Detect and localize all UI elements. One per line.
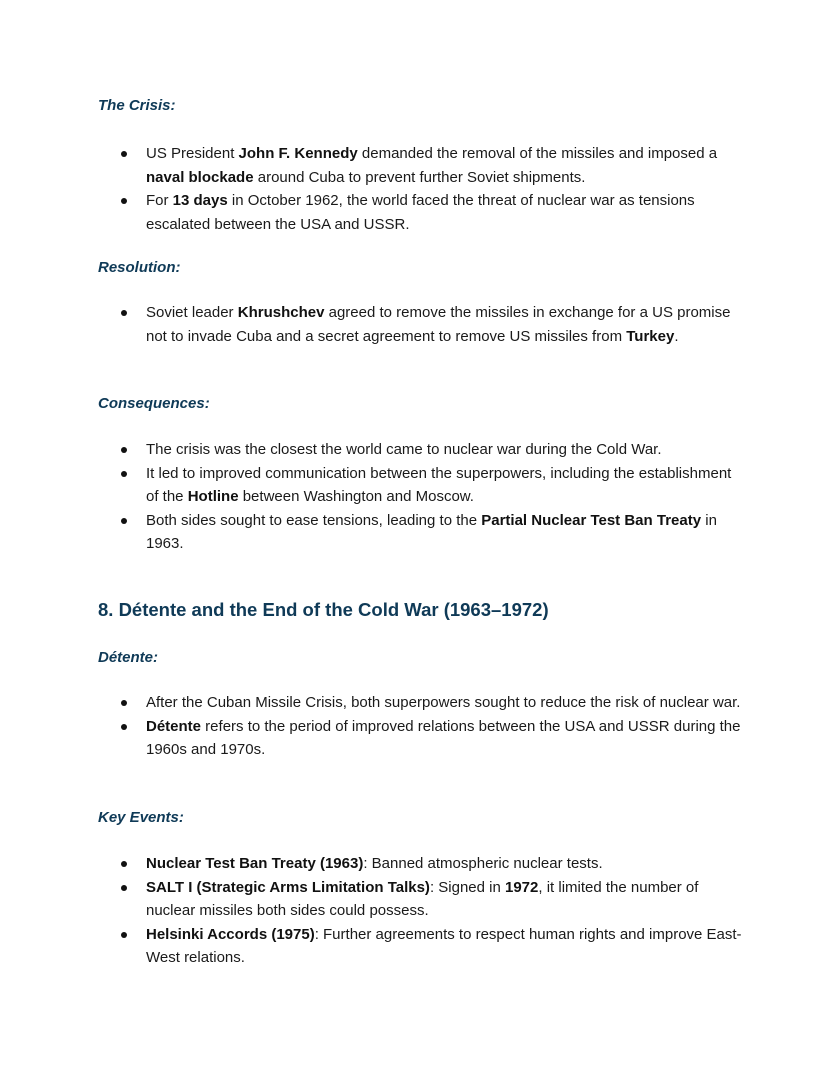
bold-text: Helsinki Accords (1975) [146,925,315,943]
consequences-heading: Consequences: [98,395,210,412]
crisis-list [0,142,828,236]
list-item [0,715,828,762]
list-item [0,691,828,715]
text-run: Both sides sought to ease tensions, leading to the [146,511,482,529]
section-8-title: 8. Détente and the End of the Cold War (1963–1972) [98,599,549,620]
bold-text: John F. Kennedy [238,145,358,162]
key-events-list [0,852,828,970]
bold-text: 1972 [505,878,539,896]
list-item [0,301,828,348]
text-run: in October 1962, the world faced the threat of nuclear war as tensions escalated between the USA and USSR. [146,192,695,233]
list-item [0,876,828,923]
text-run: refers to the period of improved relations between the USA and USSR during the 1960s and 1970s. [146,717,741,758]
detente-heading: Détente: [98,649,159,666]
detente-list [0,691,828,762]
list-item [0,462,828,509]
text-run: between Washington and Moscow. [238,488,474,505]
resolution-heading: Resolution: [98,259,181,276]
list-item [0,923,828,970]
text-run: US President [146,145,239,162]
list-item [0,189,828,236]
text-run: : Further agreements to respect human rights and improve East-West relations. [146,925,742,966]
bold-text: 13 days [172,192,228,209]
bold-text: Partial Nuclear Test Ban Treaty [481,511,702,529]
text-run: The crisis was the closest the world came to nuclear war during the Cold War. [146,441,662,458]
text-run: : Signed in [429,878,505,896]
text-run: . [674,327,679,345]
key-events-heading: Key Events: [98,809,184,826]
text-run: around Cuba to prevent further Soviet shipments. [253,168,586,186]
consequences-list [0,438,828,556]
text-run: After the Cuban Missile Crisis, both superpowers sought to reduce the risk of nuclear war. [146,694,741,711]
text-run: For [146,192,173,209]
bold-text: Turkey [626,327,675,345]
bold-text: Hotline [187,488,239,505]
bold-text: Khrushchev [237,304,325,321]
text-run: , it limited the number of nuclear missiles both sides could possess. [146,878,699,919]
list-item [0,852,828,876]
resolution-list [0,301,828,348]
text-run: It led to improved communication between the superpowers, including the establishment of the [146,464,732,505]
list-item [0,142,828,189]
text-run: agreed to remove the missiles in exchange for a US promise not to invade Cuba and a secret agreement to remove US missiles from [146,304,731,345]
bold-text: naval blockade [146,168,254,186]
bold-text: Détente [146,717,202,735]
bold-text: Nuclear Test Ban Treaty (1963) [146,855,364,872]
text-run: in 1963. [146,511,717,552]
list-item [0,509,828,556]
bold-text: SALT I (Strategic Arms Limitation Talks) [146,878,430,896]
list-item [0,438,828,462]
text-run: demanded the removal of the missiles and imposed a [357,145,718,162]
text-run: Soviet leader [146,304,238,321]
text-run: : Banned atmospheric nuclear tests. [363,855,603,872]
crisis-heading: The Crisis: [98,97,176,114]
